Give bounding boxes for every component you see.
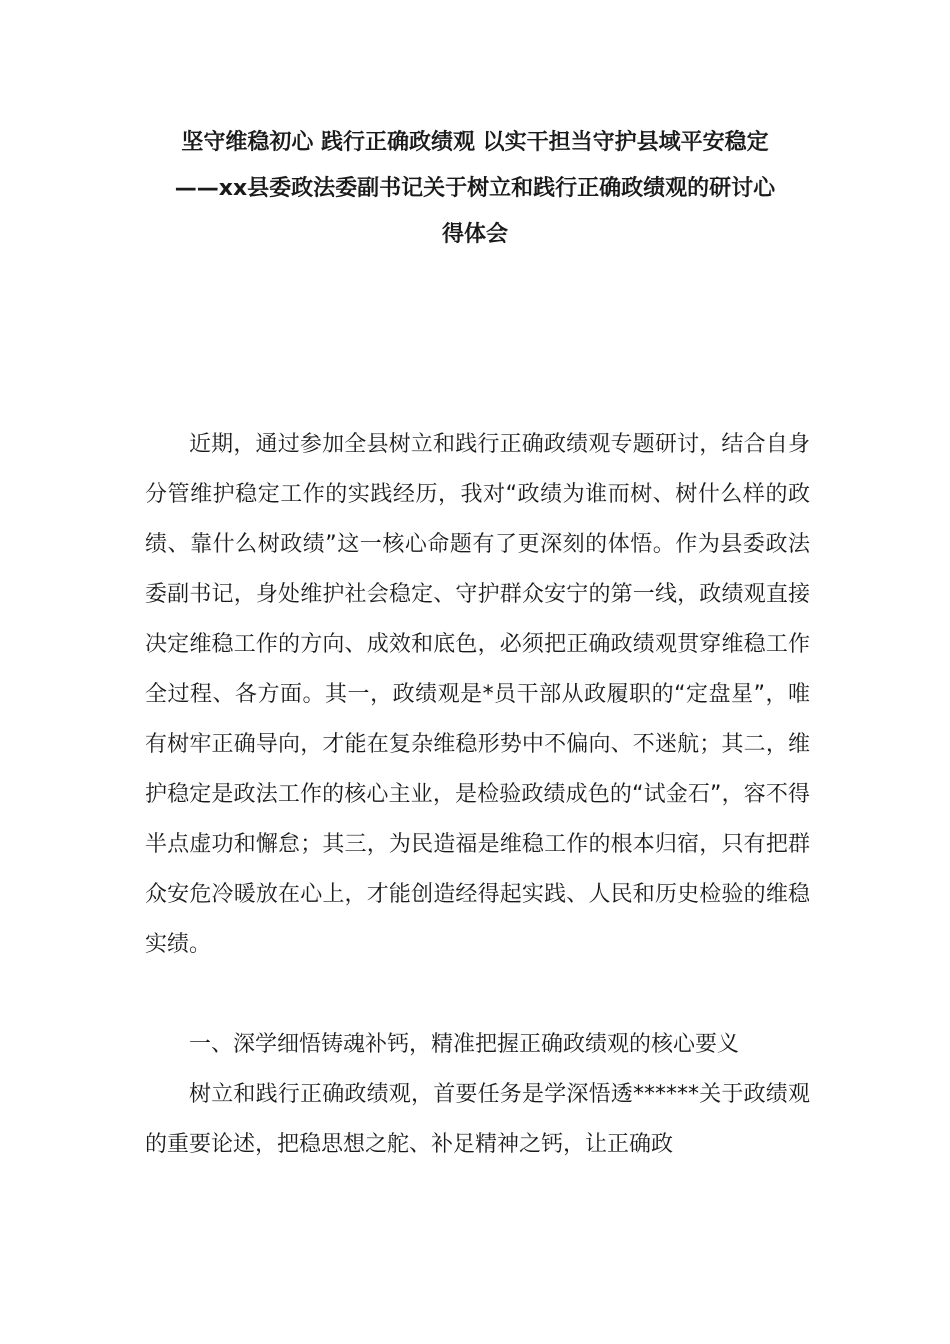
section-1-paragraph: 树立和践行正确政绩观，首要任务是学深悟透******关于政绩观的重要论述，把稳思想之舵、补足精神之钙，让正确政	[145, 1082, 810, 1157]
section-heading-1: 一、深学细悟铸魂补钙，精准把握正确政绩观的核心要义	[189, 1032, 740, 1057]
document-title	[140, 120, 810, 258]
title-line-3: 得体会	[441, 222, 508, 247]
title-line-1: 坚守维稳初心 践行正确政绩观 以实干担当守护县域平安稳定	[181, 130, 769, 155]
title-line-2: ——xx县委政法委副书记关于树立和践行正确政绩观的研讨心	[174, 176, 776, 201]
document-body	[145, 420, 810, 1170]
intro-paragraph: 近期，通过参加全县树立和践行正确政绩观专题研讨，结合自身分管维护稳定工作的实践经历，我对“政绩为谁而树、树什么样的政绩、靠什么树政绩”这一核心命题有了更深刻的体悟。作为县委政法委副书记，身处维护社会稳定、守护群众安宁的第一线，政绩观直接决定维稳工作的方向、成效和底色，必须把正确政绩观贯穿维稳工作全过程、各方面。其一，政绩观是*员干部从政履职的“定盘星”，唯有树牢正确导向，才能在复杂维稳形势中不偏向、不迷航；其二，维护稳定是政法工作的核心主业，是检验政绩成色的“试金石”，容不得半点虚功和懈怠；其三，为民造福是维稳工作的根本归宿，只有把群众安危冷暖放在心上，才能创造经得起实践、人民和历史检验的维稳实绩。	[145, 432, 810, 957]
